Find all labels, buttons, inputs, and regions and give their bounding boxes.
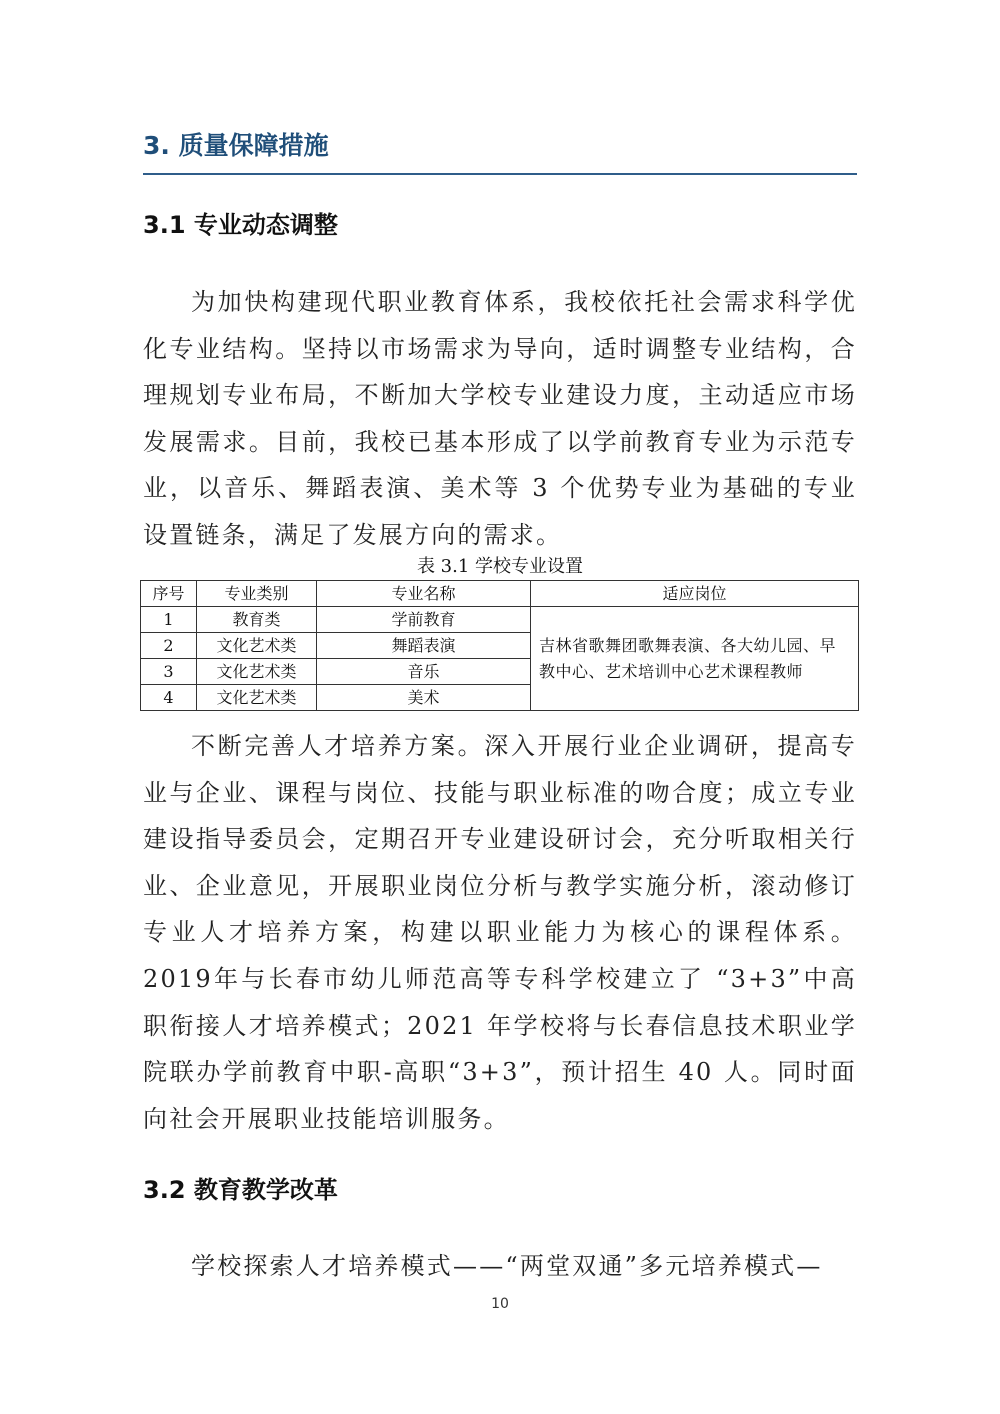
paragraph-major-adjustment: 为加快构建现代职业教育体系，我校依托社会需求科学优化专业结构。坚持以市场需求为导向，适时调整专业结构，合理规划专业布局，不断加大学校专业建设力度，主动适应市场发展需求。目前，我校已基本形成了以学前教育专业为示范专业，以音乐、舞蹈表演、美术等 3 个优势专业为基础的专业设置链条，满足了发展方向的需求。 bbox=[143, 288, 857, 549]
major-settings-table bbox=[140, 580, 859, 711]
table-cell-major: 音乐 bbox=[317, 659, 531, 685]
table-cell-category: 教育类 bbox=[197, 607, 317, 633]
section-title: 3. 质量保障措施 bbox=[143, 131, 329, 160]
table-cell-index: 1 bbox=[141, 607, 197, 633]
table-cell-index: 2 bbox=[141, 633, 197, 659]
table-header-cell: 序号 bbox=[141, 581, 197, 607]
table-cell-index: 3 bbox=[141, 659, 197, 685]
subsection-title-3-1: 3.1 专业动态调整 bbox=[143, 211, 338, 239]
paragraph-teaching-reform: 学校探索人才培养模式——“两堂双通”多元培养模式— bbox=[191, 1252, 823, 1280]
paragraph-training-plan: 不断完善人才培养方案。深入开展行业企业调研，提高专业与企业、课程与岗位、技能与职业标准的吻合度；成立专业建设指导委员会，定期召开专业建设研讨会，充分听取相关行业、企业意见，开展职业岗位分析与教学实施分析，滚动修订专业人才培养方案，构建以职业能力为核心的课程体系。2019年与长春市幼儿师范高等专科学校建立了 “3+3”中高职衔接人才培养模式；2021 年学校将与长春信息技术职业学院联办学前教育中职-高职“3+3”，预计招生 40 人。同时面向社会开展职业技能培训服务。 bbox=[143, 732, 857, 1133]
table-cell-category: 文化艺术类 bbox=[197, 685, 317, 711]
table-cell-category: 文化艺术类 bbox=[197, 633, 317, 659]
table-cell-index: 4 bbox=[141, 685, 197, 711]
table-header-cell: 适应岗位 bbox=[531, 581, 859, 607]
table-header-row bbox=[141, 581, 859, 607]
page-number: 10 bbox=[491, 1296, 509, 1312]
table-row bbox=[141, 607, 859, 633]
subsection-title-3-2: 3.2 教育教学改革 bbox=[143, 1176, 338, 1204]
table-cell-suitable-posts: 吉林省歌舞团歌舞表演、各大幼儿园、早教中心、艺术培训中心艺术课程教师 bbox=[531, 607, 859, 711]
table-cell-major: 舞蹈表演 bbox=[317, 633, 531, 659]
table-header-cell: 专业名称 bbox=[317, 581, 531, 607]
table-cell-major: 美术 bbox=[317, 685, 531, 711]
table-cell-major: 学前教育 bbox=[317, 607, 531, 633]
section-title-rule bbox=[143, 173, 857, 175]
table-cell-category: 文化艺术类 bbox=[197, 659, 317, 685]
table-caption: 表 3.1 学校专业设置 bbox=[416, 556, 584, 577]
table-header-cell: 专业类别 bbox=[197, 581, 317, 607]
